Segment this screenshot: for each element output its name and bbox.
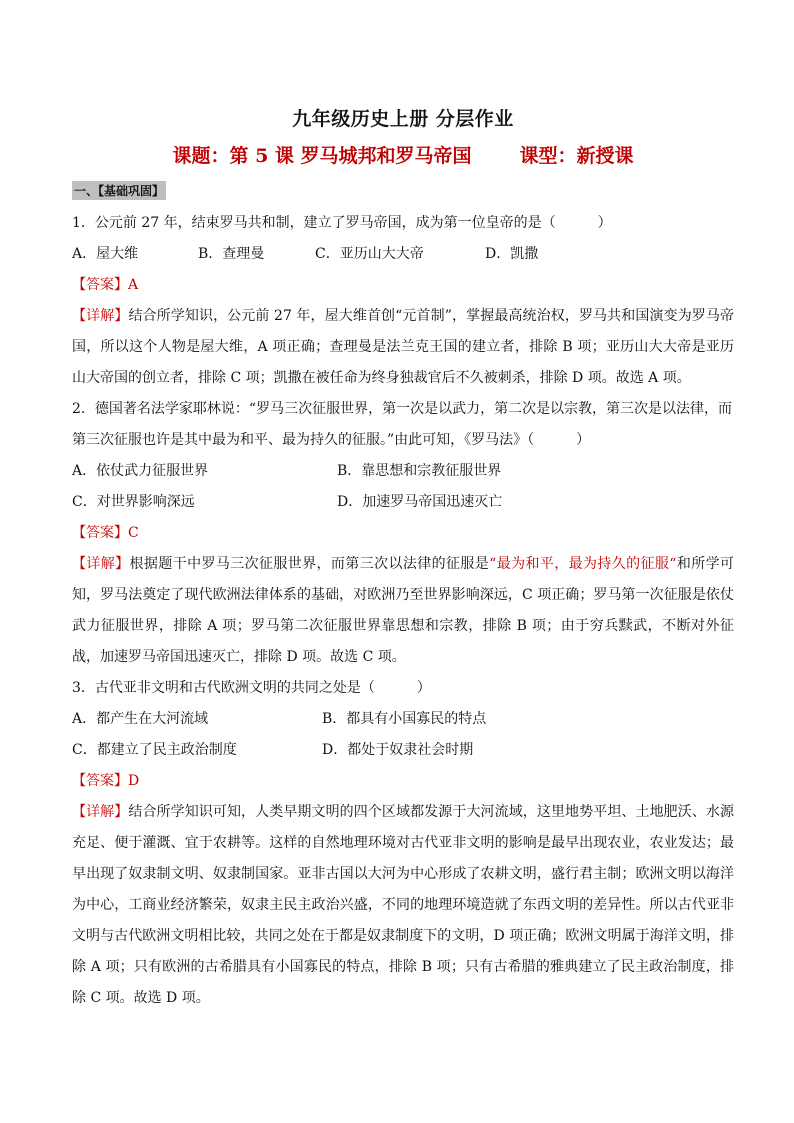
- explanation-tag: 【详解】: [72, 804, 129, 820]
- explanation-text: 结合所学知识可知，人类早期文明的四个区域都发源于大河流域，这里地势平坦、土地肥沃、水源充足、便于灌溉、宜于农耕等。这样的自然地理环境对古代亚非文明的影响是最早出现农业，农业发达；最早出现了奴隶制文明、奴隶制国家。亚非古国以大河为中心形成了农耕文明，盛行君主制；欧洲文明以海洋为中心，工商业经济繁荣，奴隶主民主政治兴盛，不同的地理环境造就了东西文明的差异性。所以古代亚非文明与古代欧洲文明相比较，共同之处在于都是奴隶制度下的文明，D 项正确；欧洲文明属于海洋文明，排除 A 项；只有欧洲的古希腊具有小国寡民的特点，排除 B 项；只有古希腊的雅典建立了民主政治制度，排除 C 项。故选 D 项。: [72, 804, 735, 1006]
- answer-tag: 【答案】: [72, 773, 128, 789]
- answer-line: [72, 518, 734, 549]
- answer-value: C: [128, 525, 139, 541]
- explanation-tag: 【详解】: [72, 308, 129, 324]
- option-b: B．都具有小国寡民的特点: [322, 711, 487, 727]
- explanation-tag: 【详解】: [72, 556, 130, 572]
- explanation-text-pre: 根据题干中罗马三次征服世界，而第三次以法律的征服是: [129, 556, 490, 572]
- question-options: [72, 239, 734, 270]
- explanation-text-post: 和所学可知，罗马法奠定了现代欧洲法律体系的基础，对欧洲乃至世界影响深远，C 项正确；罗马第一次征服是依仗武力征服世界，排除 A 项；罗马第二次征服世界靠思想和宗教，排除 B 项；由于穷兵黩武，不断对外征战，加速罗马帝国迅速灭亡，排除 D 项。故选 C 项。: [72, 556, 735, 665]
- explanation: [72, 301, 734, 394]
- option-d: D．加速罗马帝国迅速灭亡: [337, 494, 503, 510]
- question-options: [72, 456, 734, 487]
- explanation: [72, 797, 734, 1014]
- option-a: A．都产生在大河流域: [72, 711, 209, 727]
- lesson-title: 课题：第 5 课 罗马城邦和罗马帝国: [172, 145, 472, 167]
- document-page: [72, 104, 734, 1014]
- question-options: [72, 487, 734, 518]
- option-c: C．亚历山大大帝: [315, 246, 424, 262]
- lesson-type: 课型：新授课: [519, 145, 634, 167]
- question-options: [72, 704, 734, 735]
- question-stem: 3．古代亚非文明和古代欧洲文明的共同之处是（ ）: [72, 680, 431, 696]
- section-heading: 一、【基础巩固】: [72, 181, 166, 200]
- option-c: C．都建立了民主政治制度: [72, 742, 237, 758]
- question-stem: 1．公元前 27 年，结束罗马共和制，建立了罗马帝国，成为第一位皇帝的是（ ）: [72, 215, 612, 231]
- option-a: A．屋大维: [72, 246, 139, 262]
- option-c: C．对世界影响深远: [72, 494, 195, 510]
- option-b: B．靠思想和宗教征服世界: [337, 463, 502, 479]
- option-a: A．依仗武力征服世界: [72, 463, 209, 479]
- explanation-text: 结合所学知识，公元前 27 年，屋大维首创“元首制”，掌握最高统治权，罗马共和国演变为罗马帝国，所以这个人物是屋大维，A 项正确；查理曼是法兰克王国的建立者，排除 B 项；亚历山大大帝是亚历山大帝国的创立者，排除 C 项；凯撒在被任命为终身独裁官后不久被刺杀，排除 D 项。故选 A 项。: [72, 308, 735, 386]
- page-title: 九年级历史上册 分层作业: [292, 108, 514, 130]
- answer-value: A: [128, 277, 139, 293]
- question-options: [72, 735, 734, 766]
- answer-tag: 【答案】: [72, 277, 128, 293]
- option-d: D．都处于奴隶社会时期: [322, 742, 474, 758]
- answer-value: D: [128, 773, 140, 789]
- explanation-quote: “最为和平，最为持久的征服“: [489, 556, 677, 572]
- explanation: [72, 549, 734, 673]
- question-stem: 2．德国著名法学家耶林说：“罗马三次征服世界，第一次是以武力，第二次是以宗教，第三次是以法律，而第三次征服也许是其中最为和平、最为持久的征服。”由此可知，《罗马法》（ ）: [72, 401, 733, 448]
- answer-line: [72, 270, 734, 301]
- option-b: B．查理曼: [198, 246, 265, 262]
- option-d: D．凯撒: [485, 246, 539, 262]
- answer-tag: 【答案】: [72, 525, 128, 541]
- answer-line: [72, 766, 734, 797]
- lesson-header: [72, 141, 734, 168]
